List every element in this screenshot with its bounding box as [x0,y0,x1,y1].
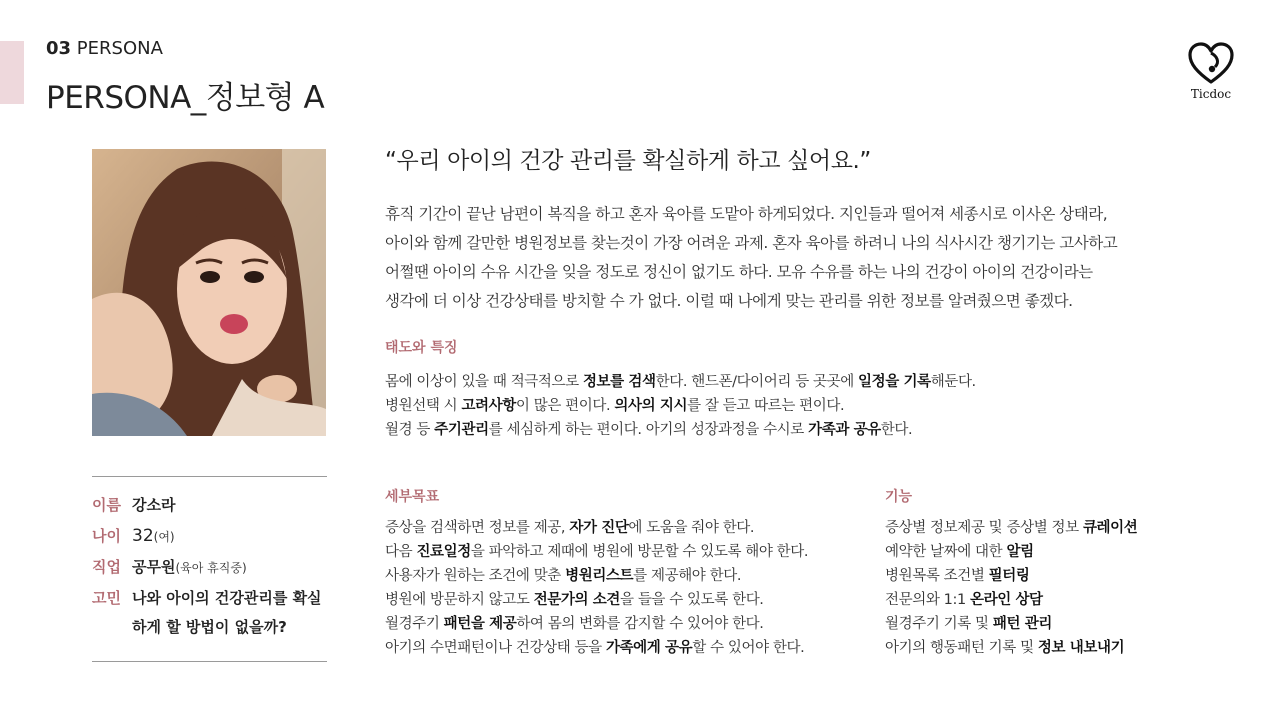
profile-divider-bottom [92,661,327,662]
intro-line: 어쩔땐 아이의 수유 시간을 잊을 정도로 정신이 없기도 하다. 모유 수유를 하는 나의 건강이 아이의 건강이라는 [385,263,1093,281]
age-label: 나이 [92,527,121,545]
goal-line: 병원에 방문하지 않고도 전문가의 소견을 들을 수 있도록 한다. [385,592,764,608]
goal-line: 사용자가 원하는 조건에 맞춘 병원리스트를 제공해야 한다. [385,568,742,584]
feature-line: 병원목록 조건별 필터링 [885,568,1030,584]
logo-text: Ticdoc [1190,87,1232,101]
page-title: PERSONA_정보형 A [46,80,325,116]
profile-name-row [92,494,352,525]
goal-line: 월경주기 패턴을 제공하여 몸의 변화를 감지할 수 있어야 한다. [385,616,764,632]
job-value: 공무원(육아 휴직중) [132,558,247,576]
attitude-list [385,370,976,442]
profile-age-row [92,525,352,556]
feature-line: 예약한 날짜에 대한 알림 [885,544,1034,560]
profile-job-row [92,556,352,587]
goal-line: 다음 진료일정을 파악하고 제때에 병원에 방문할 수 있도록 해야 한다. [385,544,809,560]
section-label: 03 PERSONA [46,38,163,59]
name-label: 이름 [92,496,121,514]
intro-line: 생각에 더 이상 건강상태를 방치할 수 가 없다. 이럴 때 나에게 맞는 관리를 위한 정보를 알려줬으면 좋겠다. [385,292,1073,310]
attitude-line: 병원선택 시 고려사항이 많은 편이다. 의사의 지시를 잘 듣고 따르는 편이다. [385,398,845,414]
feature-line: 월경주기 기록 및 패턴 관리 [885,616,1052,632]
goal-line: 증상을 검색하면 정보를 제공, 자가 진단에 도움을 줘야 한다. [385,520,755,536]
feature-line: 아기의 행동패턴 기록 및 정보 내보내기 [885,640,1125,656]
concern-label: 고민 [92,589,121,607]
profile-divider-top [92,476,327,477]
attitude-heading: 태도와 특징 [385,340,458,356]
accent-bar [0,41,24,104]
features-list [885,516,1137,660]
intro-line: 휴직 기간이 끝난 남편이 복직을 하고 혼자 육아를 도맡아 하게되었다. 지인들과 떨어져 세종시로 이사온 상태라, [385,205,1108,223]
profile-concern-row [92,587,352,642]
name-value: 강소라 [132,496,176,514]
persona-photo [92,149,326,436]
feature-line: 전문의와 1:1 온라인 상담 [885,592,1043,608]
age-value: 32(여) [132,526,175,546]
goals-list [385,516,808,660]
attitude-line: 몸에 이상이 있을 때 적극적으로 정보를 검색한다. 핸드폰/다이어리 등 곳곳에 일정을 기록해둔다. [385,374,976,390]
logo [1184,40,1238,101]
persona-quote: “우리 아이의 건강 관리를 확실하게 하고 싶어요.” [385,148,871,174]
heart-stethoscope-icon [1187,40,1235,86]
features-heading: 기능 [885,489,913,505]
feature-line: 증상별 정보제공 및 증상별 정보 큐레이션 [885,520,1138,536]
job-label: 직업 [92,558,121,576]
concern-value: 나와 아이의 건강관리를 확실하게 할 방법이 없을까? [132,589,322,636]
goals-heading: 세부목표 [385,489,440,505]
profile-info [92,494,352,642]
goal-line: 아기의 수면패턴이나 건강상태 등을 가족에게 공유할 수 있어야 한다. [385,640,805,656]
persona-intro [385,200,1215,316]
attitude-line: 월경 등 주기관리를 세심하게 하는 편이다. 아기의 성장과정을 수시로 가족과 공유한다. [385,422,913,438]
intro-line: 아이와 함께 갈만한 병원정보를 찾는것이 가장 어려운 과제. 혼자 육아를 하려니 나의 식사시간 챙기기는 고사하고 [385,234,1118,252]
